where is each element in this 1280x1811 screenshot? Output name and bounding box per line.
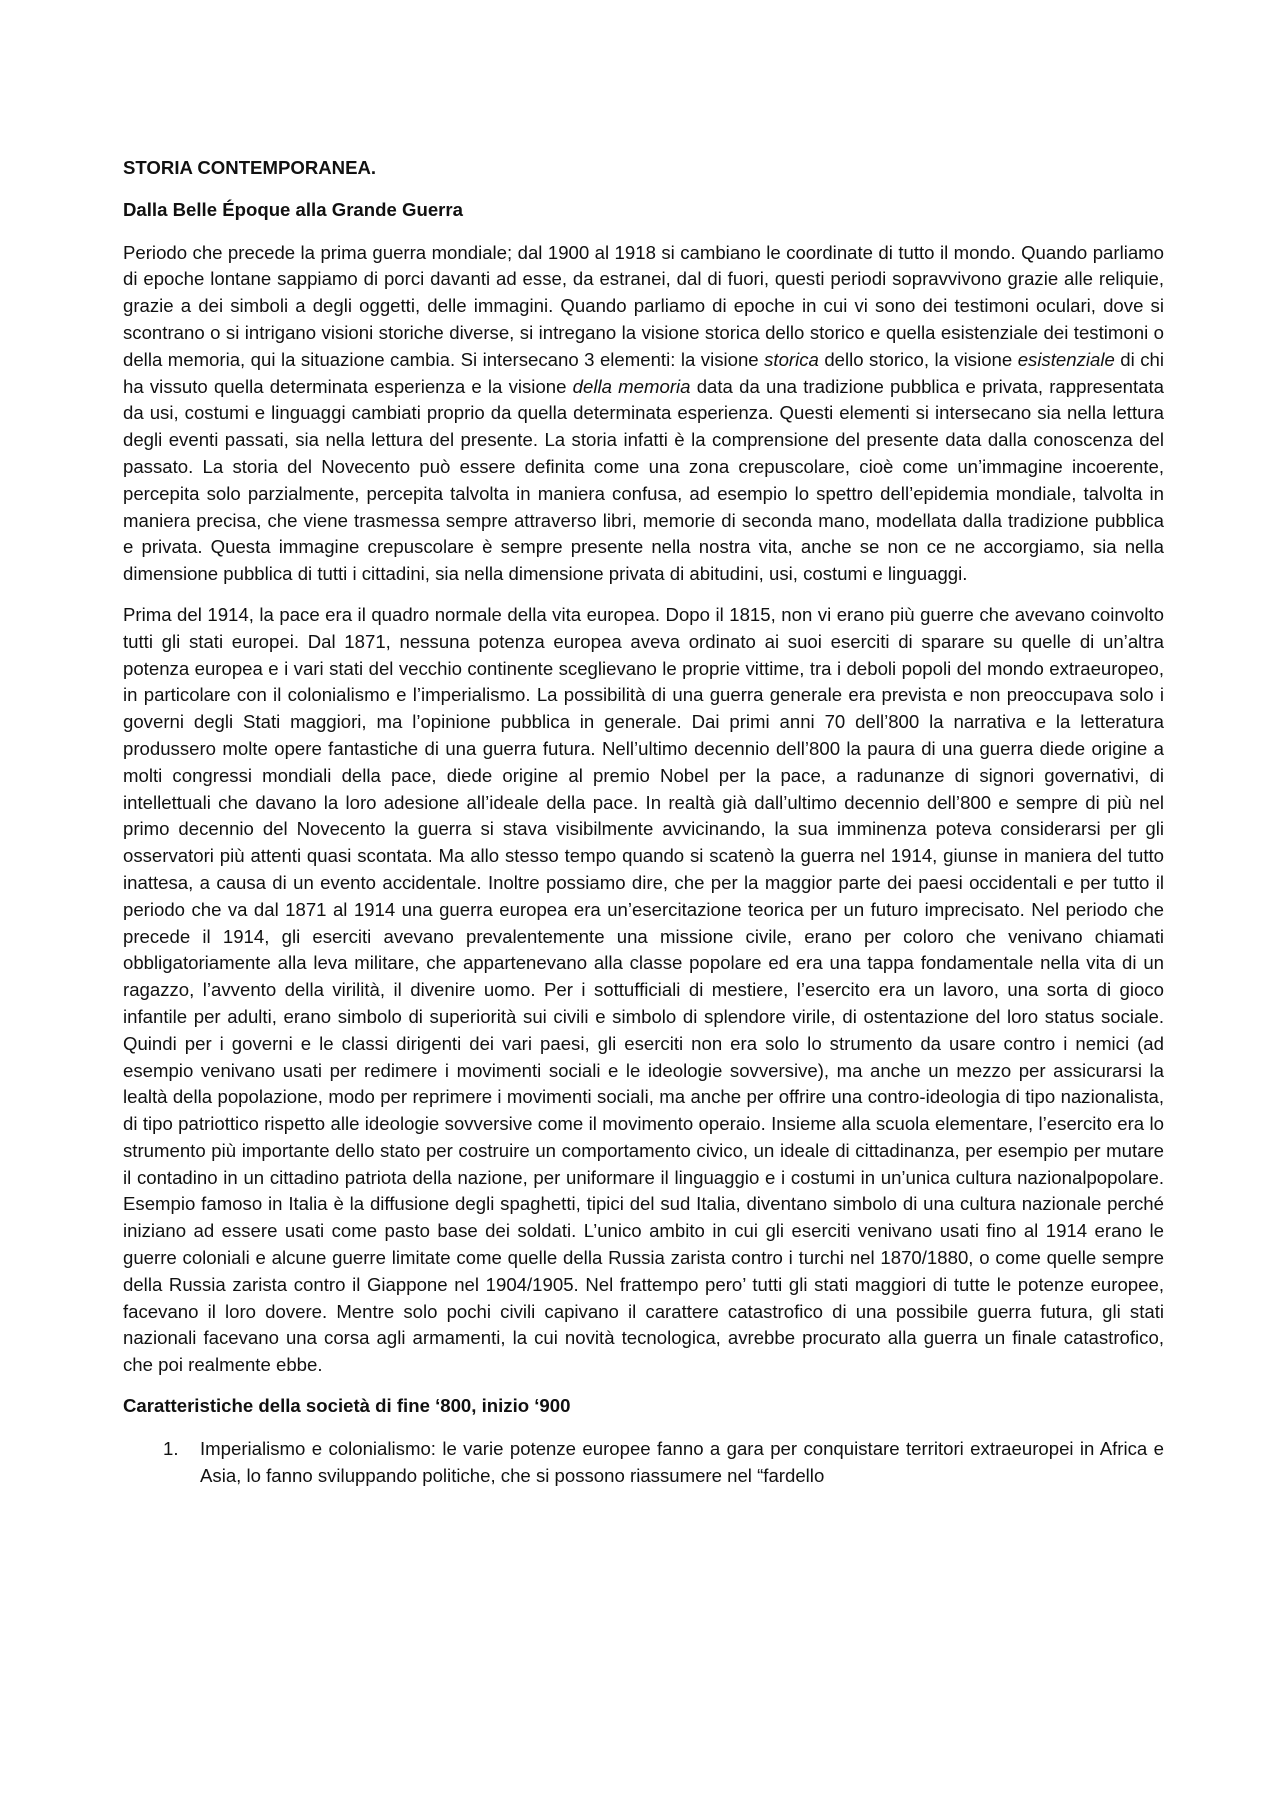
paragraph-pre-1914: Prima del 1914, la pace era il quadro normale della vita europea. Dopo il 1815, non vi erano più guerre che avevano coinvolto tutti gli stati europei. Dal 1871, nessuna potenza europea aveva ordinato ai suoi eserciti di sparare su quelle di un’altra potenza europea e i vari stati del vecchio continente sceglievano le proprie vittime, tra i deboli popoli del mondo extraeuropeo, in particolare con il colonialismo e l’imperialismo. La possibilità di una guerra generale era prevista e non preoccupava solo i governi degli Stati maggiori, ma l’opinione pubblica in generale. Dai primi anni 70 dell’800 la narrativa e la letteratura produssero molte opere fantastiche di una guerra futura. Nell’ultimo decennio dell’800 la paura di una guerra diede origine a molti congressi mondiali della pace, diede origine al premio Nobel per la pace, a radunanze di signori governativi, di intellettuali che davano la loro adesione all’ideale della pace. In realtà già dall’ultimo decennio dell’800 e sempre di più nel primo decennio del Novecento la guerra si stava visibilmente avvicinando, la sua imminenza poteva considerarsi per gli osservatori più attenti quasi scontata. Ma allo stesso tempo quando si scatenò la guerra nel 1914, giunse in maniera del tutto inattesa, a causa di un evento accidentale. Inoltre possiamo dire, che per la maggior parte dei paesi occidentali e per tutto il periodo che va dal 1871 al 1914 una guerra europea era un’esercitazione teorica per un futuro imprecisato. Nel periodo che precede il 1914, gli eserciti avevano prevalentemente una missione civile, erano per coloro che venivano chiamati obbligatoriamente alla leva militare, che appartenevano alla classe popolare ed era una tappa fondamentale nella vita di un ragazzo, l’avvento della virilità, il divenire uomo. Per i sottufficiali di mestiere, l’esercito era un lavoro, una sorta di gioco infantile per adulti, erano simbolo di superiorità sui civili e simbolo di splendore virile, di ostentazione del loro status sociale. Quindi per i governi e le classi dirigenti dei vari paesi, gli eserciti non era solo lo strumento da usare contro i nemici (ad esempio venivano usati per redimere i movimenti sociali e le ideologie sovversive), ma anche un mezzo per assicurarsi la lealtà della popolazione, modo per reprimere i movimenti sociali, ma anche per offrire una contro-ideologia di tipo nazionalista, di tipo patriottico rispetto alle ideologie sovversive come il movimento operaio. Insieme alla scuola elementare, l’esercito era lo strumento più importante dello stato per costruire un comportamento civico, un ideale di cittadinanza, per esempio per mutare il contadino in un cittadino patriota della nazione, per uniformare il linguaggio e i costumi in un’unica cultura nazionalpopolare. Esempio famoso in Italia è la diffusione degli spaghetti, tipici del sud Italia, diventano simbolo di una cultura nazionale perché iniziano ad essere usati come pasto base dei soldati. L’unico ambito in cui gli eserciti venivano usati fino al 1914 erano le guerre coloniali e alcune guerre limitate come quelle della Russia zarista contro i turchi nel 1870/1880, o come quelle sempre della Russia zarista contro il Giappone nel 1904/1905. Nel frattempo pero’ tutti gli stati maggiori di tutte le potenze europee, facevano il loro dovere. Mentre solo pochi civili capivano il carattere catastrofico di una possibile guerra futura, gli stati nazionali facevano una corsa agli armamenti, la cui novità tecnologica, avrebbe procurato alla guerra un finale catastrofico, che poi realmente ebbe. [123, 603, 1164, 1376]
section-heading-caratteristiche: Caratteristiche della società di fine ‘800, inizio ‘900 [123, 1395, 571, 1417]
paragraph-intro-part-b: dello storico, la visione [818, 348, 1018, 370]
list-item-text: Imperialismo e colonialismo: le varie potenze europee fanno a gara per conquistare territori extraeuropei in Africa e Asia, lo fanno sviluppando politiche, che si possono riassumere nel “fardello [200, 1437, 1164, 1486]
section-heading-belle-epoque: Dalla Belle Époque alla Grande Guerra [123, 198, 463, 220]
document-title: STORIA CONTEMPORANEA. [123, 157, 377, 178]
list-item [123, 1436, 1164, 1490]
emphasis-esistenziale: esistenziale [1017, 348, 1115, 370]
paragraph-intro [123, 240, 1164, 588]
emphasis-storica: storica [764, 348, 819, 370]
emphasis-della-memoria: della memoria [572, 375, 691, 397]
list-item-number: 1. [163, 1437, 179, 1459]
paragraph-intro-part-d: data da una tradizione pubblica e privata, rappresentata da usi, costumi e linguaggi cambiati proprio da quella determinata esperienza. Questi elementi si intersecano sia nella lettura degli eventi passati, sia nella lettura del presente. La storia infatti è la comprensione del presente data dalla conoscenza del passato. La storia del Novecento può essere definita come una zona crepuscolare, cioè come un’immagine incoerente, percepita solo parzialmente, percepita talvolta in maniera confusa, ad esempio lo spettro dell’epidemia mondiale, talvolta in maniera precisa, che viene trasmessa sempre attraverso libri, memorie di seconda mano, modellata dalla tradizione pubblica e privata. Questa immagine crepuscolare è sempre presente nella nostra vita, anche se non ce ne accorgiamo, sia nella dimensione pubblica di tutti i cittadini, sia nella dimensione privata di abitudini, usi, costumi e linguaggi. [123, 375, 1164, 585]
paragraph-intro-part-a: Periodo che precede la prima guerra mondiale; dal 1900 al 1918 si cambiano le coordinate di tutto il mondo. Quando parliamo di epoche lontane sappiamo di porci davanti ad esse, da estranei, dal di fuori, questi periodi sopravvivono grazie alle reliquie, grazie a dei simboli a degli oggetti, delle immagini. Quando parliamo di epoche in cui vi sono dei testimoni oculari, dove si scontrano o si intrigano visioni storiche diverse, si intregano la visione storica dello storico e quella esistenziale dei testimoni o della memoria, qui la situazione cambia. Si intersecano 3 elementi: la visione [123, 241, 1164, 370]
paragraph-intro-part-c: di chi ha vissuto quella determinata esperienza e la visione [123, 348, 1165, 397]
characteristics-list [123, 1436, 1164, 1490]
